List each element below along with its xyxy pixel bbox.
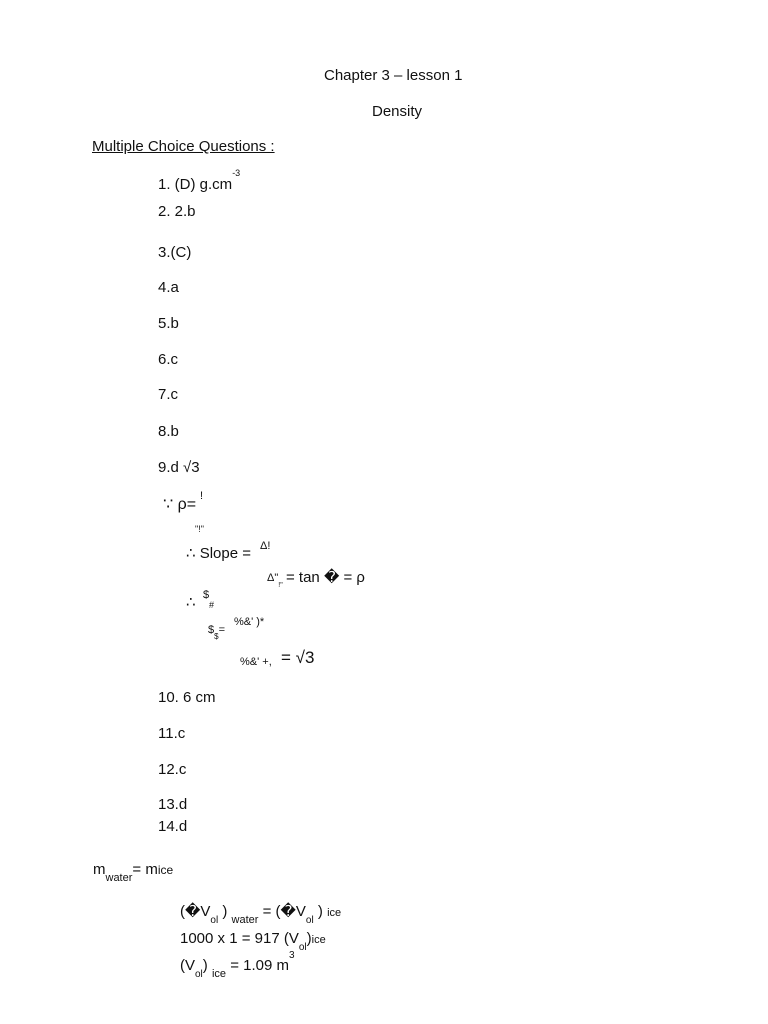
answer-12: 12.c: [158, 761, 187, 778]
q9-rho-numerator: !: [200, 490, 204, 502]
answer-1: 1. (D) $g.cm^{-3}$: [158, 168, 241, 193]
answer-1-exponent: -3: [232, 168, 241, 178]
answer-7: 7.c: [158, 386, 179, 403]
q9-slope-label: ∴ Slope =: [186, 545, 252, 562]
q9-slope-denominator-sub: !": [278, 582, 283, 590]
answer-5: 5.b: [158, 315, 179, 332]
q9-ratio2-left-sub: $: [214, 632, 219, 642]
answer-11: 11.c: [158, 725, 186, 742]
answer-3: 3.(C): [158, 244, 192, 261]
answer-8: 8.b: [158, 423, 179, 440]
q14-substitution: 1000 x 1 = 917 $(V_{ol})ice$: [180, 930, 326, 953]
q9-ratio-numerator: $: [203, 589, 210, 601]
q14-mass-equation: $m_{water}=$ mice: [93, 861, 174, 884]
section-title: Multiple Choice Questions :: [92, 138, 275, 155]
q9-ratio2-numerator: %&' )*: [234, 616, 265, 628]
q14-mass-water-sub: water: [105, 872, 133, 884]
answer-13: 13.d: [158, 796, 188, 813]
q9-rho-denominator: "!": [195, 524, 204, 534]
chapter-title: Chapter 3 – lesson 1: [324, 67, 463, 84]
q14-volume-equation: ($�V_{ol}$ ) $_{water} = (�V_{ol}$ ) ice: [180, 903, 342, 926]
q14-mass-ice: ice: [157, 863, 174, 877]
q9-because-line: ∵ ρ=: [163, 496, 197, 513]
q9-final-result: = √3: [281, 648, 315, 667]
q9-ratio-numerator-sub: #: [209, 600, 215, 610]
q9-slope-numerator: Δ!: [260, 540, 271, 552]
q9-slope-denominator: $\Delta"_{!"}$: [267, 572, 283, 590]
q9-slope-result: = tan � = ρ: [286, 569, 365, 586]
q9-ratio2-left: $\$_{\$}=$: [208, 624, 226, 642]
answer-14: 14.d: [158, 818, 188, 835]
answer-6: 6.c: [158, 351, 179, 368]
q14-result: $(V_{ol}) _{ice} = 1.09$ $m^3$: [180, 950, 295, 980]
topic-title: Density: [372, 103, 423, 120]
q9-therefore-symbol: ∴: [186, 594, 196, 611]
answer-9: 9.d √3: [158, 459, 200, 476]
q9-final-denominator: %&' +,: [240, 656, 272, 668]
answer-4: 4.a: [158, 279, 179, 296]
answer-10: 10. 6 cm: [158, 689, 216, 706]
answer-2: 2. 2.b: [158, 203, 196, 220]
